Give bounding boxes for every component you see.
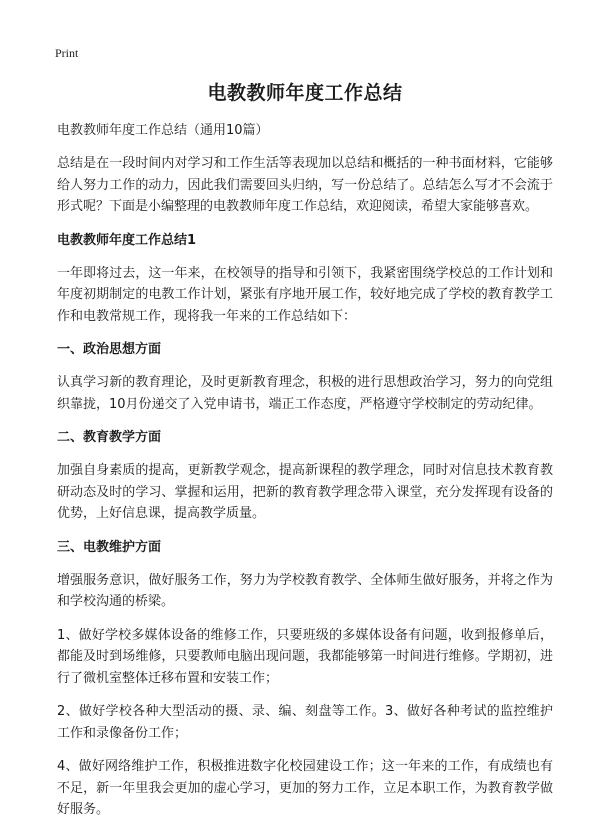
list-item-4: 4、做好网络维护工作，积极推进数字化校园建设工作；这一年来的工作，有成绩也有不足，新一年里我会更加的虚心学习，更加的努力工作，立足本职工作，为教育教学做好服务。 (57, 759, 553, 817)
list-item-2: 2、做好学校各种大型活动的摄、录、编、刻盘等工作。3、做好各种考试的监控维护工作和录像备份工作； (57, 704, 553, 741)
heading-teaching: 二、教育教学方面 (57, 430, 162, 445)
document-body (57, 76, 553, 821)
heading-maintenance: 三、电教维护方面 (57, 539, 162, 555)
section-title: 电教教师年度工作总结1 (57, 232, 197, 248)
document-subtitle: 电教教师年度工作总结（通用10篇） (57, 123, 269, 138)
intro-paragraph: 总结是在一段时间内对学习和工作生活等表现加以总结和概括的一种书面材料，它能够给人努力工作的动力，因此我们需要回头归纳，写一份总结了。总结怎么写才不会流于形式呢？下面是小编整理的电教教师年度工作总结，欢迎阅读，希望大家能够喜欢。 (57, 156, 553, 214)
print-link[interactable]: Print (55, 46, 79, 60)
opening-paragraph: 一年即将过去，这一年来，在校领导的指导和引领下，我紧密围绕学校总的工作计划和年度初期制定的电教工作计划，紧张有序地开展工作，较好地完成了学校的教育教学工作和电教常规工作，现将我一年来的工作总结如下： (57, 265, 553, 324)
document-title: 电教教师年度工作总结 (207, 82, 403, 104)
political-paragraph: 认真学习新的教育理论，及时更新教育理念，积极的进行思想政治学习，努力的向党组织靠拢，10月份递交了入党申请书，端正工作态度，严格遵守学校制定的劳动纪律。 (57, 375, 553, 412)
heading-political: 一、政治思想方面 (57, 342, 162, 357)
list-item-1: 1、做好学校多媒体设备的维修工作，只要班级的多媒体设备有问题，收到报修单后，都能及时到场维修，只要教师电脑出现问题，我都能够第一时间进行维修。学期初，进行了微机室整体迁移布置和安装工作； (57, 627, 553, 686)
maintenance-paragraph: 增强服务意识，做好服务工作，努力为学校教育教学、全体师生做好服务，并将之作为和学校沟通的桥梁。 (57, 572, 553, 609)
teaching-paragraph: 加强自身素质的提高，更新教学观念，提高新课程的教学理念，同时对信息技术教育教研动态及时的学习、掌握和运用，把新的教育教学理念带入课堂，充分发挥现有设备的优势，上好信息课，提高教学质量。 (57, 463, 553, 521)
